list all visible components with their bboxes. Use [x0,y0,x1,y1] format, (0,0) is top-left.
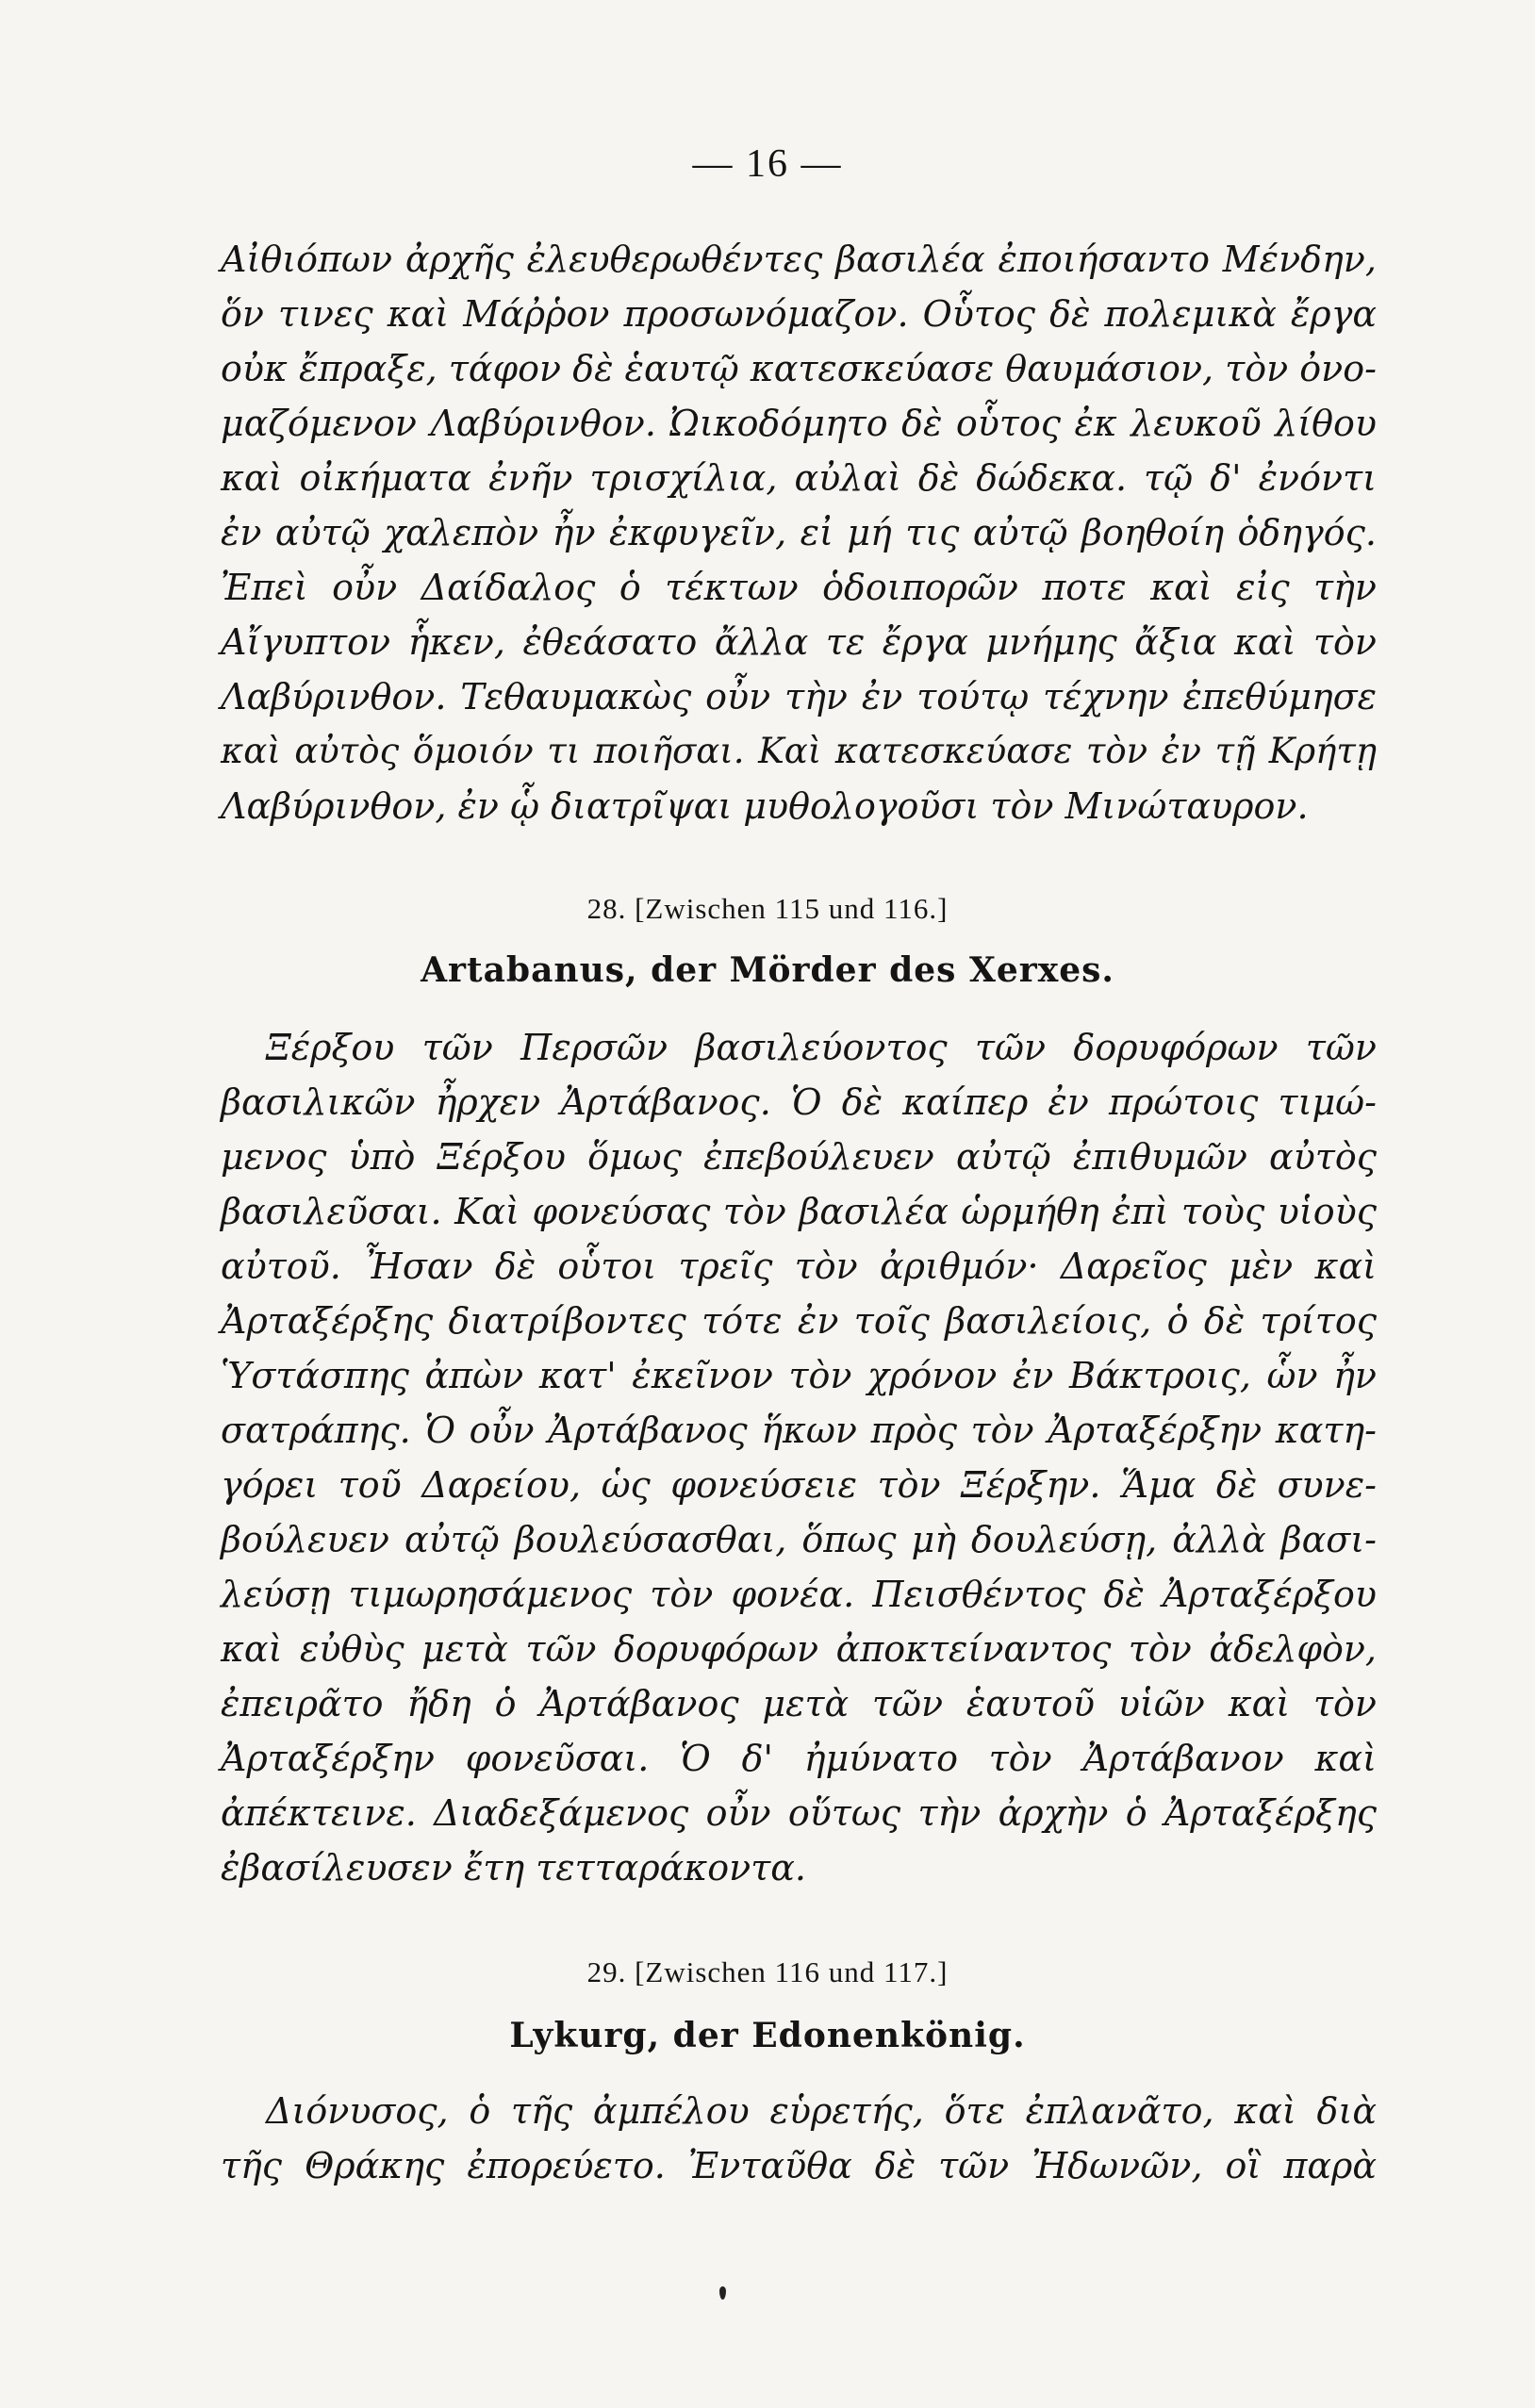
text-line: βασιλεῦσαι. Καὶ φονεύσας τὸν βασιλέα ὡρμήθη ἐπὶ τοὺς υἱοὺς [221,1191,1377,1232]
text-line: Ξέρξου τῶν Περσῶν βασιλεύοντος τῶν δορυφόρων τῶν [266,1027,1377,1068]
section-28-title: Artabanus, der Mörder des Xerxes. [421,950,1114,990]
text-line: βούλευεν αὐτῷ βουλεύσασθαι, ὅπως μὴ δουλεύσῃ, ἀλλὰ βασι- [221,1519,1377,1560]
text-line: μενος ὑπὸ Ξέρξου ὅμως ἐπεβούλευεν αὐτῷ ἐπιθυμῶν αὐτὸς [221,1136,1377,1178]
text-line: οὐκ ἔπραξε, τάφον δὲ ἑαυτῷ κατεσκεύασε θαυμάσιον, τὸν ὀνο- [221,348,1377,389]
text-line: Ὑστάσπης ἀπὼν κατ' ἐκεῖνον τὸν χρόνον ἐν Βάκτροις, ὧν ἦν [221,1355,1377,1396]
section-28-paragraph [221,1020,1377,1895]
text-line: αὐτοῦ. Ἦσαν δὲ οὗτοι τρεῖς τὸν ἀριθμόν· Δαρεῖος μὲν καὶ [221,1245,1377,1287]
section-29-paragraph [221,2084,1377,2193]
text-line: Λαβύρινθον, ἐν ᾧ διατρῖψαι μυθολογοῦσι τὸν Μινώταυρον. [221,785,1309,827]
text-line: γόρει τοῦ Δαρείου, ὡς φονεύσειε τὸν Ξέρξην. Ἅμα δὲ συνε- [221,1464,1377,1506]
text-line: καὶ εὐθὺς μετὰ τῶν δορυφόρων ἀποκτείναντος τὸν ἀδελφὸν, [221,1628,1377,1670]
text-line: σατράπης. Ὁ οὖν Ἀρτάβανος ἥκων πρὸς τὸν Ἀρταξέρξην κατη- [221,1410,1377,1451]
text-line: ὅν τινες καὶ Μάῤῥον προσωνόμαζον. Οὗτος δὲ πολεμικὰ ἔργα [221,293,1377,335]
text-line: Ἀρταξέρξην φονεῦσαι. Ὁ δ' ἠμύνατο τὸν Ἀρτάβανον καὶ [221,1738,1377,1779]
page-number: — 16 — [692,142,843,186]
text-line: λεύσῃ τιμωρησάμενος τὸν φονέα. Πεισθέντος δὲ Ἀρταξέρξου [221,1574,1377,1615]
printer-mark [719,2286,726,2300]
text-line: ἐβασίλευσεν ἔτη τετταράκοντα. [221,1847,806,1888]
text-line: μαζόμενον Λαβύρινθον. Ὠικοδόμητο δὲ οὗτος ἐκ λευκοῦ λίθου [221,403,1377,444]
text-line: βασιλικῶν ἦρχεν Ἀρτάβανος. Ὁ δὲ καίπερ ἐν πρώτοις τιμώ- [221,1081,1377,1123]
section-29-label: 29. [Zwischen 116 und 117.] [586,1955,949,1988]
section-28-label: 28. [Zwischen 115 und 116.] [586,892,949,925]
text-line: Αἴγυπτον ἧκεν, ἐθεάσατο ἄλλα τε ἔργα μνήμης ἄξια καὶ τὸν [221,621,1377,663]
text-line: ἐπειρᾶτο ἤδη ὁ Ἀρτάβανος μετὰ τῶν ἑαυτοῦ υἱῶν καὶ τὸν [221,1683,1377,1724]
text-line: Αἰθιόπων ἀρχῆς ἐλευθερωθέντες βασιλέα ἐποιήσαντο Μένδην, [221,239,1377,280]
intro-paragraph [221,232,1377,833]
text-line: Διόνυσος, ὁ τῆς ἀμπέλου εὑρετής, ὅτε ἐπλανᾶτο, καὶ διὰ [266,2090,1377,2132]
text-line: τῆς Θράκης ἐπορεύετο. Ἐνταῦθα δὲ τῶν Ἠδωνῶν, οἳ παρὰ [221,2145,1377,2186]
text-line: Ἐπεὶ οὖν Δαίδαλος ὁ τέκτων ὁδοιπορῶν ποτε καὶ εἰς τὴν [221,567,1377,608]
text-line: ἐν αὐτῷ χαλεπὸν ἦν ἐκφυγεῖν, εἰ μή τις αὐτῷ βοηθοίη ὁδηγός. [221,512,1377,553]
text-line: ἀπέκτεινε. Διαδεξάμενος οὖν οὕτως τὴν ἀρχὴν ὁ Ἀρταξέρξης [221,1792,1377,1834]
text-line: καὶ οἰκήματα ἐνῆν τρισχίλια, αὐλαὶ δὲ δώδεκα. τῷ δ' ἐνόντι [221,457,1377,499]
text-line: καὶ αὐτὸς ὅμοιόν τι ποιῆσαι. Καὶ κατεσκεύασε τὸν ἐν τῇ Κρήτῃ [221,731,1377,771]
text-line: Ἀρταξέρξης διατρίβοντες τότε ἐν τοῖς βασιλείοις, ὁ δὲ τρίτος [221,1300,1377,1342]
text-line: Λαβύρινθον. Τεθαυμακὼς οὖν τὴν ἐν τούτῳ τέχνην ἐπεθύμησε [221,676,1377,717]
section-29-title: Lykurg, der Edonenkönig. [509,2016,1026,2055]
